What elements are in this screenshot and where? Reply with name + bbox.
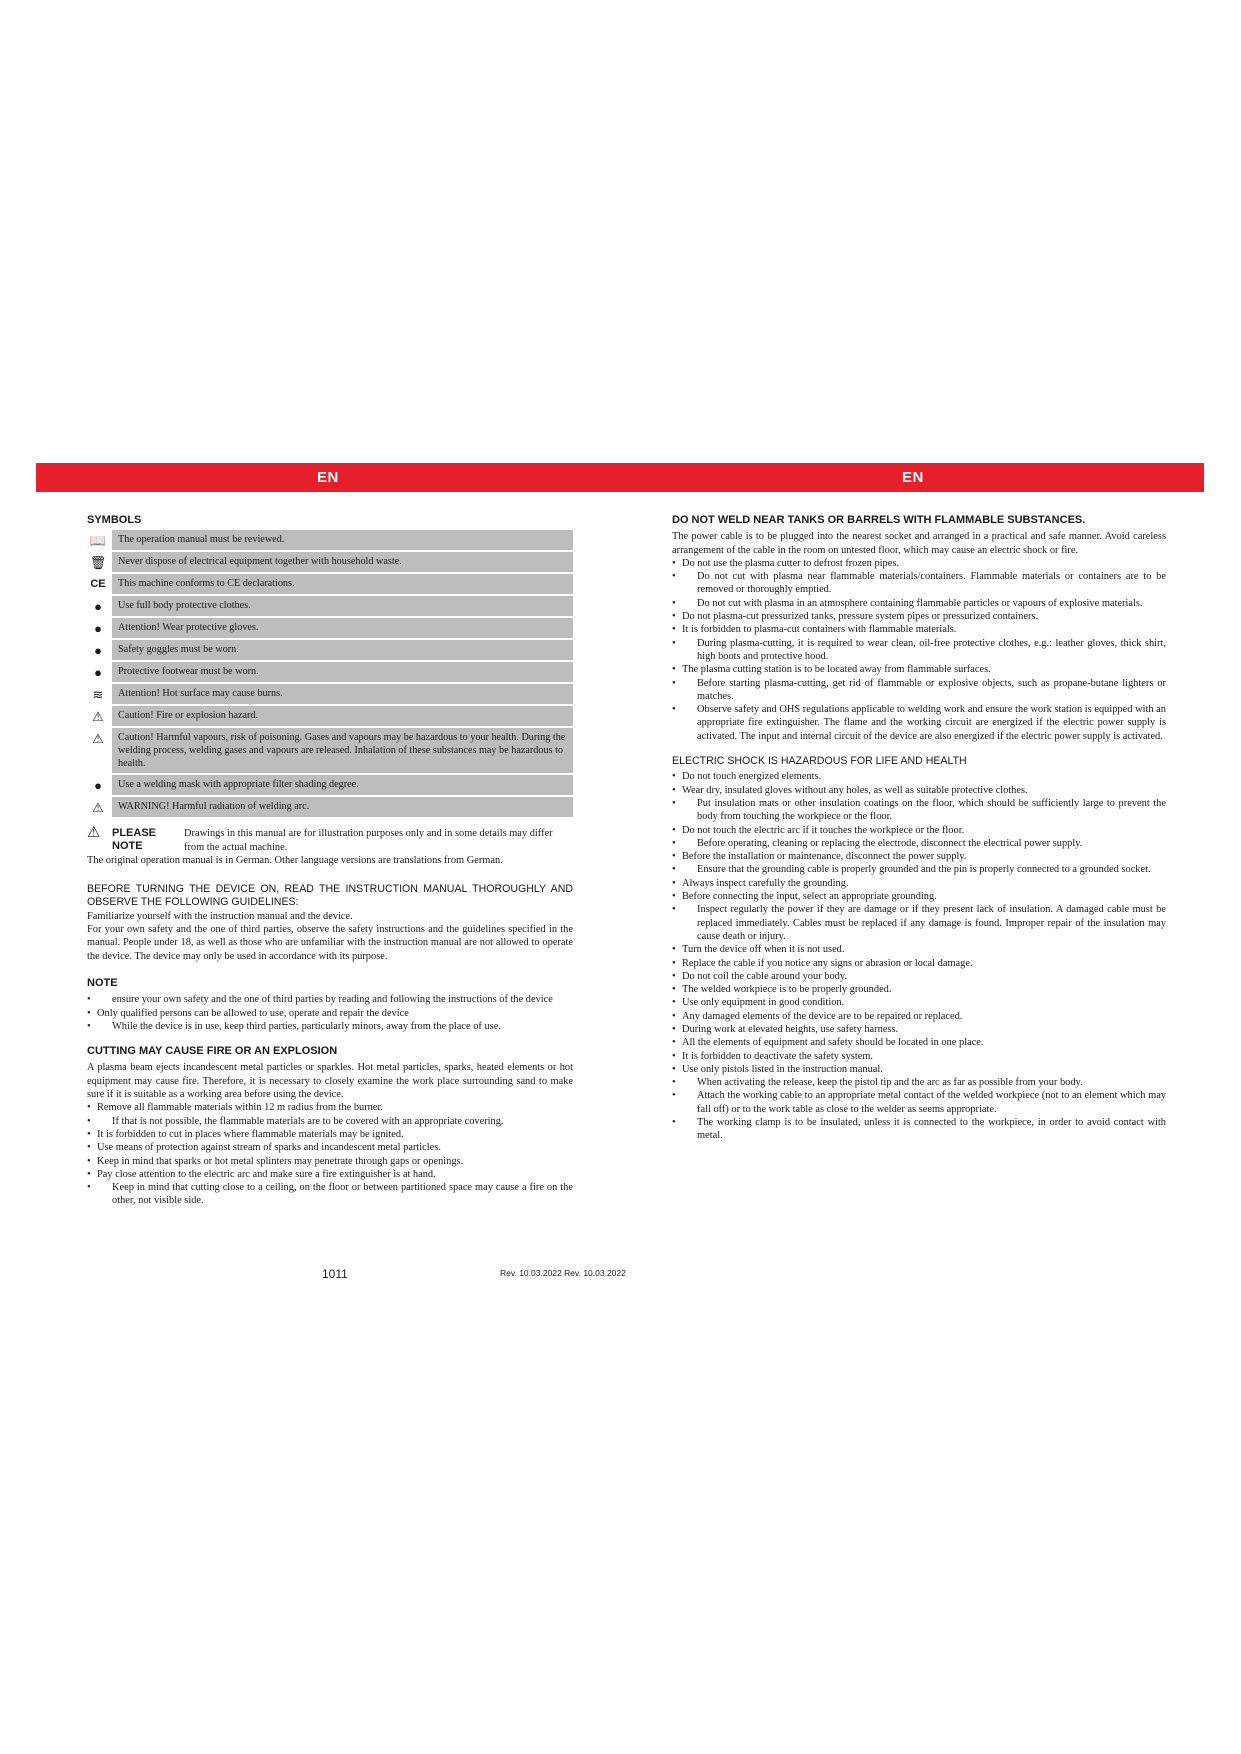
- protective-clothes-icon: [87, 596, 109, 616]
- symbol-glyph: ⚠: [92, 730, 104, 746]
- symbol-glyph: ⚠: [92, 708, 104, 724]
- symbol-glyph: 📖: [89, 532, 107, 548]
- symbol-glyph: ●: [94, 642, 102, 658]
- list-item: • Do not use the plasma cutter to defrost frozen pipes.: [672, 557, 1166, 570]
- symbol-row: [87, 596, 573, 616]
- symbol-description: Attention! Hot surface may cause burns.: [112, 684, 573, 704]
- symbol-glyph: ●: [94, 598, 102, 614]
- list-item: • Ensure that the grounding cable is properly grounded and the pin is properly connected to a grounded socket.: [672, 863, 1166, 876]
- please-note-text: Drawings in this manual are for illustration purposes only and in some details may differ from the actual machine.: [184, 828, 553, 853]
- left-column: [87, 514, 573, 1208]
- original-manual-note: The original operation manual is in German. Other language versions are translations from German.: [87, 854, 503, 866]
- symbol-description: The operation manual must be reviewed.: [112, 530, 573, 550]
- list-item: • Remove all flammable materials within 12 m radius from the burner.: [87, 1101, 573, 1114]
- list-item: • During work at elevated heights, use safety harness.: [672, 1023, 1166, 1036]
- footwear-icon: [87, 662, 109, 682]
- symbol-row: [87, 706, 573, 726]
- list-item: • Observe safety and OHS regulations applicable to welding work and ensure the work station is equipped with an appropriate fire extinguisher. The flame and the working circuit are energized if the electric power supply is activated. The input and internal circuit of the device are also energized if the electric power supply is activated.: [672, 703, 1166, 743]
- symbol-row: [87, 662, 573, 682]
- list-item: • Before operating, cleaning or replacing the electrode, disconnect the electrical power supply.: [672, 837, 1166, 850]
- list-item: • It is forbidden to deactivate the safety system.: [672, 1050, 1166, 1063]
- symbol-glyph: 🗑: [89, 554, 107, 570]
- list-item: • During plasma-cutting, it is required to wear clean, oil-free protective clothes, e.g.: leather gloves, thick shirt, high boots and protective hood.: [672, 637, 1166, 664]
- list-item: • Keep in mind that sparks or hot metal splinters may penetrate through gaps or openings.: [87, 1155, 573, 1168]
- symbol-description: WARNING! Harmful radiation of welding arc.: [112, 797, 573, 817]
- list-item: • While the device is in use, keep third parties, particularly minors, away from the place of use.: [87, 1020, 573, 1033]
- before-turning-line-2: For your own safety and the one of third parties, observe the safety instructions and the guidelines specified in the manual. People under 18, as well as those who are unfamiliar with the instruction manual are not allowed to operate the device. The device may only be used in accordance with its purpose.: [87, 924, 573, 962]
- crossed-bin-icon: [87, 552, 109, 572]
- symbol-row: [87, 797, 573, 817]
- list-item: • ensure your own safety and the one of third parties by reading and following the instructions of the device: [87, 993, 573, 1006]
- symbol-description: Use full body protective clothes.: [112, 596, 573, 616]
- list-item: • Wear dry, insulated gloves without any holes, as well as suitable protective clothes.: [672, 784, 1166, 797]
- fire-warning-icon: [87, 706, 109, 726]
- list-item: • The welded workpiece is to be properly grounded.: [672, 983, 1166, 996]
- symbol-description: Attention! Wear protective gloves.: [112, 618, 573, 638]
- list-item: • Attach the working cable to an appropriate metal contact of the welded workpiece (not to an element which may fall off) or to the work table as close to the welder as seems appropriate.: [672, 1089, 1166, 1116]
- cutting-heading: CUTTING MAY CAUSE FIRE OR AN EXPLOSION: [87, 1045, 338, 1058]
- symbol-glyph: ≋: [92, 686, 104, 702]
- symbol-glyph: ●: [94, 664, 102, 680]
- list-item: • Always inspect carefully the grounding.: [672, 877, 1166, 890]
- radiation-warning-icon: [87, 797, 109, 817]
- symbol-description: Caution! Fire or explosion hazard.: [112, 706, 573, 726]
- manual-icon: [87, 530, 109, 550]
- list-item: • Before starting plasma-cutting, get rid of flammable or explosive objects, such as propane-butane lighters or matches.: [672, 677, 1166, 704]
- list-item: • Only qualified persons can be allowed to use, operate and repair the device: [87, 1007, 573, 1020]
- symbols-heading: SYMBOLS: [87, 514, 142, 526]
- list-item: • Do not cut with plasma near flammable materials/containers. Flammable materials or containers are to be removed or thoroughly emptied.: [672, 570, 1166, 597]
- language-label-right: EN: [902, 469, 924, 486]
- revision-note: Rev. 10.03.2022 Rev. 10.03.2022: [500, 1268, 626, 1278]
- list-item: • Keep in mind that cutting close to a ceiling, on the floor or between partitioned space may cause a fire on the other, not visible side.: [87, 1181, 573, 1208]
- symbol-description: Caution! Harmful vapours, risk of poisoning. Gases and vapours may be hazardous to your health. During the welding process, welding gases and vapours are released. Inhalation of these substances may be hazardous to health.: [112, 728, 573, 773]
- list-item: • Do not cut with plasma in an atmosphere containing flammable particles or vapours of explosive materials.: [672, 597, 1166, 610]
- gloves-icon: [87, 618, 109, 638]
- tanks-list: [672, 557, 1166, 743]
- language-header-band: [36, 463, 1204, 492]
- list-item: • Do not touch the electric arc if it touches the workpiece or the floor.: [672, 824, 1166, 837]
- symbol-glyph: ●: [94, 777, 102, 793]
- list-item: • Do not plasma-cut pressurized tanks, pressure system pipes or pressurized containers.: [672, 610, 1166, 623]
- symbol-row: [87, 618, 573, 638]
- before-turning-heading: BEFORE TURNING THE DEVICE ON, READ THE INSTRUCTION MANUAL THOROUGHLY AND OBSERVE THE FOLLOWING GUIDELINES:: [87, 883, 573, 909]
- list-item: • Inspect regularly the power if they are damage or if they present lack of insulation. A damaged cable must be replaced immediately. Cables must be replaced if any damage is found. Improper repair of the insulation may cause death or injury.: [672, 903, 1166, 943]
- list-item: • Turn the device off when it is not used.: [672, 943, 1166, 956]
- symbol-description: Protective footwear must be worn.: [112, 662, 573, 682]
- symbol-description: Safety goggles must be worn.: [112, 640, 573, 660]
- symbols-list: [87, 530, 573, 817]
- list-item: • Use only pistols listed in the instruction manual.: [672, 1063, 1166, 1076]
- vapours-icon: [87, 728, 109, 748]
- cutting-intro: A plasma beam ejects incandescent metal particles or sparkles. Hot metal particles, sparks, heated elements or hot equipment may cause fire. Therefore, it is necessary to closely examine the work place surrounding sand to make sure if it is suitable as a working area before using the device.: [87, 1062, 573, 1101]
- note-heading: NOTE: [87, 976, 118, 989]
- before-turning-line-1: Familiarize yourself with the instruction manual and the device.: [87, 910, 353, 922]
- please-note-block: [87, 827, 573, 854]
- list-item: • It is forbidden to cut in places where flammable materials may be ignited.: [87, 1128, 573, 1141]
- symbol-row: [87, 684, 573, 704]
- list-item: • It is forbidden to plasma-cut containers with flammable materials.: [672, 623, 1166, 636]
- symbol-glyph: CE: [90, 577, 106, 590]
- symbol-glyph: ⚠: [92, 799, 104, 815]
- list-item: • Use means of protection against stream of sparks and incandescent metal particles.: [87, 1141, 573, 1154]
- language-label-left: EN: [317, 469, 339, 486]
- welding-mask-icon: [87, 775, 109, 795]
- list-item: • Any damaged elements of the device are to be repaired or replaced.: [672, 1010, 1166, 1023]
- list-item: • Use only equipment in good condition.: [672, 996, 1166, 1009]
- ce-mark-icon: [87, 574, 109, 594]
- warning-triangle-icon: ⚠: [87, 825, 101, 842]
- list-item: • Before the installation or maintenance, disconnect the power supply.: [672, 850, 1166, 863]
- tanks-heading: DO NOT WELD NEAR TANKS OR BARRELS WITH FLAMMABLE SUBSTANCES.: [672, 514, 1086, 526]
- list-item: • When activating the release, keep the pistol tip and the arc as far as possible from your body.: [672, 1076, 1166, 1089]
- symbol-row: [87, 530, 573, 550]
- symbol-row: [87, 775, 573, 795]
- list-item: • Do not touch energized elements.: [672, 770, 1166, 783]
- cutting-list: [87, 1101, 573, 1207]
- symbol-row: [87, 552, 573, 572]
- hot-surface-icon: [87, 684, 109, 704]
- page-number: 1011: [322, 1267, 348, 1281]
- list-item: • All the elements of equipment and safety should be located in one place.: [672, 1036, 1166, 1049]
- please-note-label: PLEASE NOTE: [112, 827, 157, 853]
- list-item: • If that is not possible, the flammable materials are to be covered with an appropriate covering.: [87, 1115, 573, 1128]
- list-item: • Pay close attention to the electric arc and make sure a fire extinguisher is at hand.: [87, 1168, 573, 1181]
- list-item: • Before connecting the input, select an appropriate grounding.: [672, 890, 1166, 903]
- symbol-row: [87, 728, 573, 773]
- shock-heading: ELECTRIC SHOCK IS HAZARDOUS FOR LIFE AND HEALTH: [672, 755, 967, 768]
- list-item: • The plasma cutting station is to be located away from flammable surfaces.: [672, 663, 1166, 676]
- symbol-description: This machine conforms to CE declarations.: [112, 574, 573, 594]
- symbol-row: [87, 574, 573, 594]
- right-column: [672, 514, 1166, 1143]
- symbol-glyph: ●: [94, 620, 102, 636]
- list-item: • Replace the cable if you notice any signs or abrasion or local damage.: [672, 957, 1166, 970]
- list-item: • Put insulation mats or other insulation coatings on the floor, which should be sufficiently large to prevent the body from touching the workpiece or the floor.: [672, 797, 1166, 824]
- tanks-intro: The power cable is to be plugged into the nearest socket and arranged in a practical and safe manner. Avoid careless arrangement of the cable in the room on untested floor, which may cause an electric shock or fire.: [672, 531, 1166, 556]
- shock-list: [672, 770, 1166, 1142]
- symbol-row: [87, 640, 573, 660]
- list-item: • Do not coil the cable around your body.: [672, 970, 1166, 983]
- symbol-description: Never dispose of electrical equipment together with household waste.: [112, 552, 573, 572]
- note-list: [87, 993, 573, 1033]
- symbol-description: Use a welding mask with appropriate filter shading degree.: [112, 775, 573, 795]
- goggles-icon: [87, 640, 109, 660]
- list-item: • The working clamp is to be insulated, unless it is connected to the workpiece, in order to avoid contact with metal.: [672, 1116, 1166, 1143]
